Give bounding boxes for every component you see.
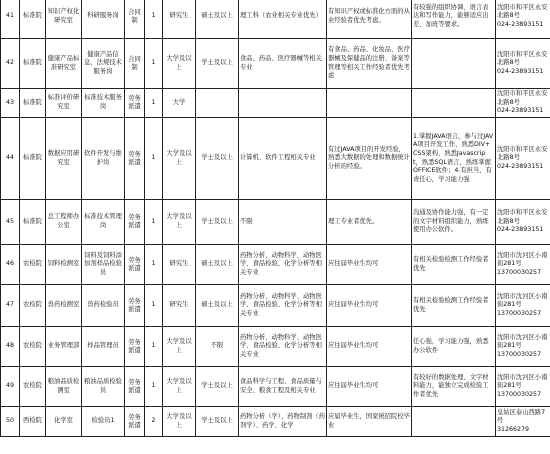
other-condition-text: 有食品、药品、化妆品、医疗器械及保健品的注册、备案等管理等相关工作经验者优先考虑 — [328, 46, 410, 80]
major-cell — [239, 200, 327, 245]
education-cell — [163, 327, 196, 367]
address-phone-cell — [496, 200, 550, 245]
requirements-cell — [412, 367, 496, 407]
department-text: 知识产权化研究室 — [47, 7, 80, 24]
other-condition-cell — [327, 327, 412, 367]
degree-text: 学士及以上 — [201, 382, 233, 390]
table-row — [1, 245, 550, 285]
headcount-cell — [145, 245, 163, 285]
degree-text: 硕士及以上 — [201, 301, 233, 309]
post-name-cell — [82, 200, 125, 245]
other-condition-cell — [327, 118, 412, 200]
table-body — [1, 0, 550, 437]
education-cell — [163, 39, 196, 89]
education-cell — [163, 407, 196, 437]
degree-cell — [196, 39, 239, 89]
row-number-cell — [1, 245, 20, 285]
department-cell — [46, 367, 82, 407]
employment-type-cell — [125, 327, 145, 367]
education-text: 大学及以上 — [166, 149, 192, 166]
unit-name-cell — [20, 285, 46, 327]
address-phone-cell — [496, 89, 550, 118]
unit-name-cell — [20, 327, 46, 367]
other-condition-cell — [327, 0, 412, 39]
education-text: 大学 — [172, 98, 186, 106]
post-name-cell — [82, 285, 125, 327]
department-text: 粮油品质检测室 — [47, 377, 80, 394]
unit-name-text: 农检院 — [23, 260, 42, 268]
table-row — [1, 327, 550, 367]
unit-name-text: 农检院 — [23, 342, 42, 350]
major-cell — [239, 407, 327, 437]
education-cell — [163, 89, 196, 118]
major-text: 药物分析、动物科学、动物医学、食品检验、化学分析等相关专业 — [240, 333, 322, 358]
phone-text: 13700030257 — [497, 268, 542, 276]
post-name-text: 标准技术管理岗 — [84, 213, 122, 229]
other-condition-cell — [327, 367, 412, 407]
employment-type-cell — [125, 367, 145, 407]
table-row — [1, 118, 550, 200]
phone-text: 024-23893151 — [497, 20, 544, 28]
post-name-text: 软件开发与维护岗 — [84, 149, 122, 166]
other-condition-cell — [327, 285, 412, 327]
degree-text: 学士及以上 — [201, 417, 233, 425]
requirements-text: 有较好的数据处理、文字材料能力，能独立完成检验工作者优先 — [413, 373, 489, 398]
requirements-text: 沟通及协作能力强，有一定的文字材料组织能力，熟练使用办公软件。 — [413, 209, 489, 234]
table-row — [1, 0, 550, 39]
requirements-cell — [412, 245, 496, 285]
address-text: 沈阳市和平区永安北路8号 — [497, 3, 548, 20]
requirements-cell — [412, 407, 496, 437]
unit-name-text: 农检院 — [23, 301, 42, 309]
post-name-text: 粮油品质检验员 — [84, 377, 122, 394]
degree-cell — [196, 407, 239, 437]
unit-name-cell — [20, 0, 46, 39]
address-phone-cell — [496, 367, 550, 407]
employment-type-cell — [125, 245, 145, 285]
requirements-text: 有相关检验检测工作经验者优先 — [413, 296, 489, 313]
education-text: 大学及以上 — [166, 213, 192, 229]
department-text: 总工程师办公室 — [47, 213, 80, 229]
degree-text: 学士及以上 — [201, 154, 233, 162]
degree-cell — [196, 89, 239, 118]
row-number-text: 49 — [5, 382, 14, 390]
phone-text: 024-23893151 — [497, 226, 544, 234]
unit-name-text: 农检院 — [23, 382, 42, 390]
major-cell — [239, 89, 327, 118]
unit-name-cell — [20, 89, 46, 118]
unit-name-text: 标准院 — [23, 12, 42, 20]
major-cell — [239, 285, 327, 327]
headcount-cell — [145, 118, 163, 200]
employment-type-cell — [125, 285, 145, 327]
unit-name-cell — [20, 118, 46, 200]
row-number-cell — [1, 367, 20, 407]
education-text: 大学及以上 — [166, 377, 192, 394]
employment-type-cell — [125, 0, 145, 39]
department-text: 饲料检测室 — [47, 260, 80, 268]
requirements-cell — [412, 285, 496, 327]
headcount-text: 2 — [151, 417, 156, 425]
unit-name-text: 标准院 — [23, 217, 42, 225]
unit-name-cell — [20, 407, 46, 437]
department-cell — [46, 285, 82, 327]
headcount-cell — [145, 285, 163, 327]
requirements-text: 1.掌握JAVA语言，参与过JAVA项目开发工作，熟悉DIV+CSS架构，熟悉Javascript，熟悉SQL语言，熟练掌握OFFICE软件；4.有担当，有责任心，学习能力强 — [413, 132, 494, 183]
address-text: 沈阳市和平区永安北路8号 — [497, 209, 548, 225]
education-text: 大学及以上 — [166, 412, 192, 429]
table-row — [1, 39, 550, 89]
post-name-text: 兽药检验员 — [87, 301, 119, 309]
department-cell — [46, 39, 82, 89]
requirements-cell — [412, 0, 496, 39]
requirements-cell — [412, 327, 496, 367]
major-text: 药物分析、动物科学、动物医学、食品检验、化学分析等相关专业 — [240, 251, 322, 276]
headcount-cell — [145, 200, 163, 245]
unit-name-cell — [20, 245, 46, 285]
address-text: 皇姑区泰山西路7号 — [497, 408, 546, 425]
department-cell — [46, 89, 82, 118]
address-text: 沈阳市和平区永安北路8号 — [497, 90, 548, 106]
department-text: 标准评价研究室 — [47, 94, 80, 110]
major-text: 食品、药品、医疗器械等相关专业 — [240, 54, 322, 71]
requirements-cell — [412, 39, 496, 89]
table-row — [1, 285, 550, 327]
address-text: 沈阳市沈河区小南街281号 — [497, 333, 548, 350]
table-row — [1, 407, 550, 437]
phone-text: 024-23893151 — [497, 67, 544, 75]
employment-type-cell — [125, 200, 145, 245]
phone-text: 024-23893151 — [497, 162, 544, 170]
row-number-cell — [1, 118, 20, 200]
degree-cell — [196, 0, 239, 39]
unit-name-text: 标准院 — [23, 98, 42, 106]
table-row — [1, 367, 550, 407]
department-cell — [46, 118, 82, 200]
employment-type-cell — [125, 89, 145, 118]
employment-type-text: 劳务派遣 — [128, 297, 141, 313]
degree-cell — [196, 285, 239, 327]
address-phone-cell — [496, 118, 550, 200]
education-text: 研究生 — [169, 301, 189, 309]
row-number-cell — [1, 39, 20, 89]
other-condition-cell — [327, 89, 412, 118]
row-number-cell — [1, 89, 20, 118]
post-name-text: 饲料及饲料添加剂样品检验员 — [84, 251, 122, 276]
row-number-text: 43 — [5, 98, 14, 106]
major-cell — [239, 39, 327, 89]
employment-type-text: 劳务派遣 — [128, 95, 141, 110]
major-text: 计算机、软件工程相关专业 — [240, 154, 316, 162]
department-text: 兽药检测室 — [47, 301, 80, 309]
department-text: 化学室 — [54, 417, 73, 425]
post-name-cell — [82, 118, 125, 200]
headcount-text: 1 — [151, 260, 156, 268]
post-name-text: 标准技术服务岗 — [84, 94, 122, 110]
education-text: 大学及以上 — [166, 337, 192, 354]
address-phone-cell — [496, 285, 550, 327]
address-text: 沈阳市沈河区小南街281号 — [497, 292, 548, 309]
employment-type-text: 合同制 — [128, 8, 141, 24]
major-text: 药物分析、动物科学、动物医学、食品检验、化学分析等相关专业 — [240, 292, 322, 317]
employment-type-text: 合同制 — [128, 55, 141, 71]
department-cell — [46, 245, 82, 285]
post-name-cell — [82, 245, 125, 285]
headcount-text: 1 — [151, 12, 156, 20]
phone-text: 31266279 — [497, 425, 530, 433]
phone-text: 13700030257 — [497, 390, 542, 398]
phone-text: 13700030257 — [497, 309, 542, 317]
employment-type-text: 劳务派遣 — [128, 214, 141, 229]
row-number-cell — [1, 0, 20, 39]
headcount-text: 1 — [151, 98, 156, 106]
address-phone-cell — [496, 327, 550, 367]
department-text: 健康产品标准研究室 — [47, 54, 80, 71]
degree-cell — [196, 245, 239, 285]
degree-text: 硕士及以上 — [201, 260, 233, 268]
post-name-text: 健康产品信息、法规技术服务岗 — [84, 50, 122, 75]
education-cell — [163, 0, 196, 39]
education-cell — [163, 245, 196, 285]
education-text: 研究生 — [169, 260, 189, 268]
headcount-text: 1 — [151, 217, 156, 225]
unit-name-text: 西检院 — [23, 417, 42, 425]
table-row — [1, 89, 550, 118]
education-cell — [163, 200, 196, 245]
row-number-cell — [1, 327, 20, 367]
major-cell — [239, 245, 327, 285]
education-cell — [163, 118, 196, 200]
other-condition-text: 应往届毕业生均可 — [328, 260, 379, 268]
requirements-text: 任心强，学习能力强，熟悉办公软件 — [413, 337, 489, 354]
post-name-cell — [82, 327, 125, 367]
degree-cell — [196, 327, 239, 367]
department-text: 业务管理部 — [47, 342, 80, 350]
headcount-cell — [145, 39, 163, 89]
headcount-cell — [145, 89, 163, 118]
address-phone-cell — [496, 245, 550, 285]
post-name-cell — [82, 89, 125, 118]
department-text: 数据应用研究室 — [47, 149, 80, 166]
degree-cell — [196, 200, 239, 245]
employment-type-text: 劳务派遣 — [128, 256, 141, 272]
row-number-cell — [1, 285, 20, 327]
employment-type-cell — [125, 39, 145, 89]
major-text: 不限 — [240, 217, 253, 225]
other-condition-text: 应往届毕业生均可 — [328, 382, 379, 390]
headcount-text: 1 — [151, 59, 156, 67]
other-condition-text: 应往届毕业生均可 — [328, 301, 379, 309]
unit-name-cell — [20, 200, 46, 245]
major-text: 理工科（农业相关专业优先） — [240, 12, 322, 20]
unit-name-text: 标准院 — [23, 154, 42, 162]
address-text: 沈阳市和平区永安北路8号 — [497, 145, 548, 162]
education-text: 研究生 — [169, 12, 189, 20]
other-condition-cell — [327, 407, 412, 437]
degree-text: 不限 — [210, 342, 224, 350]
employment-type-text: 劳务派遣 — [128, 150, 141, 166]
department-cell — [46, 407, 82, 437]
requirements-cell — [412, 200, 496, 245]
other-condition-text: 有知识产权或标准化方面的从业经验者优先考虑。 — [328, 7, 410, 24]
phone-text: 024-23893151 — [497, 107, 544, 115]
education-cell — [163, 367, 196, 407]
employment-type-text: 劳务派遣 — [128, 378, 141, 394]
major-cell — [239, 118, 327, 200]
row-number-text: 44 — [5, 154, 14, 162]
department-cell — [46, 327, 82, 367]
unit-name-cell — [20, 39, 46, 89]
degree-text: 学士及以上 — [201, 59, 233, 67]
other-condition-text: 应届毕业生，国家统招院校毕业 — [328, 412, 410, 429]
education-text: 大学及以上 — [166, 54, 192, 71]
requirements-text: 有相关检验检测工作经验者优先 — [413, 255, 489, 272]
major-cell — [239, 327, 327, 367]
post-name-cell — [82, 39, 125, 89]
row-number-text: 45 — [5, 217, 14, 225]
row-number-cell — [1, 407, 20, 437]
headcount-text: 1 — [151, 154, 156, 162]
post-name-cell — [82, 0, 125, 39]
degree-cell — [196, 118, 239, 200]
row-number-text: 50 — [5, 417, 14, 425]
row-number-text: 46 — [5, 260, 14, 268]
employment-type-text: 劳务派遣 — [128, 338, 141, 354]
row-number-text: 48 — [5, 342, 14, 350]
requirements-text: 有较强的组织协调、语言表达和写作能力，能够适应出差、加班等要求。 — [413, 3, 489, 28]
post-name-text: 检验员1 — [91, 417, 115, 425]
post-name-text: 样品管理员 — [87, 342, 119, 350]
unit-name-cell — [20, 367, 46, 407]
other-condition-text: 理工专业者优先。 — [328, 217, 379, 225]
address-text: 沈阳市和平区永安北路8号 — [497, 50, 548, 67]
address-phone-cell — [496, 407, 550, 437]
requirements-cell — [412, 118, 496, 200]
row-number-text: 47 — [5, 301, 14, 309]
post-name-cell — [82, 407, 125, 437]
degree-text: 学士及以上 — [201, 217, 233, 225]
other-condition-text: 应往届毕业生均可 — [328, 342, 379, 350]
unit-name-text: 标准院 — [23, 59, 42, 67]
headcount-cell — [145, 327, 163, 367]
other-condition-cell — [327, 200, 412, 245]
major-text: 药物分析（学）、药物制剂（药剂学）、药学、化学 — [240, 412, 326, 429]
degree-cell — [196, 367, 239, 407]
education-cell — [163, 285, 196, 327]
address-phone-cell — [496, 0, 550, 39]
employment-type-cell — [125, 118, 145, 200]
major-cell — [239, 367, 327, 407]
other-condition-cell — [327, 39, 412, 89]
row-number-cell — [1, 200, 20, 245]
address-phone-cell — [496, 39, 550, 89]
headcount-text: 1 — [151, 301, 156, 309]
employment-type-cell — [125, 407, 145, 437]
major-text: 食品科学与工程、食品质量与安全、粮食工程及相关专业 — [240, 377, 322, 394]
address-text: 沈阳市沈河区小南街281号 — [497, 373, 548, 390]
headcount-cell — [145, 0, 163, 39]
other-condition-text: 有过JAVA项目的开发经验，熟悉大数据的处理和数据统计分析的经验。 — [328, 145, 410, 170]
headcount-cell — [145, 407, 163, 437]
phone-text: 13700030257 — [497, 350, 542, 358]
employment-type-text: 劳务派遣 — [128, 413, 141, 429]
row-number-text: 41 — [5, 12, 14, 20]
department-cell — [46, 200, 82, 245]
department-cell — [46, 0, 82, 39]
table-row — [1, 200, 550, 245]
requirements-cell — [412, 89, 496, 118]
major-cell — [239, 0, 327, 39]
row-number-text: 42 — [5, 59, 14, 67]
post-name-cell — [82, 367, 125, 407]
headcount-text: 1 — [151, 342, 156, 350]
headcount-cell — [145, 367, 163, 407]
degree-text: 硕士及以上 — [201, 12, 233, 20]
address-text: 沈阳市沈河区小南街281号 — [497, 251, 548, 268]
other-condition-cell — [327, 245, 412, 285]
headcount-text: 1 — [151, 382, 156, 390]
post-name-text: 科研服务岗 — [87, 12, 119, 20]
